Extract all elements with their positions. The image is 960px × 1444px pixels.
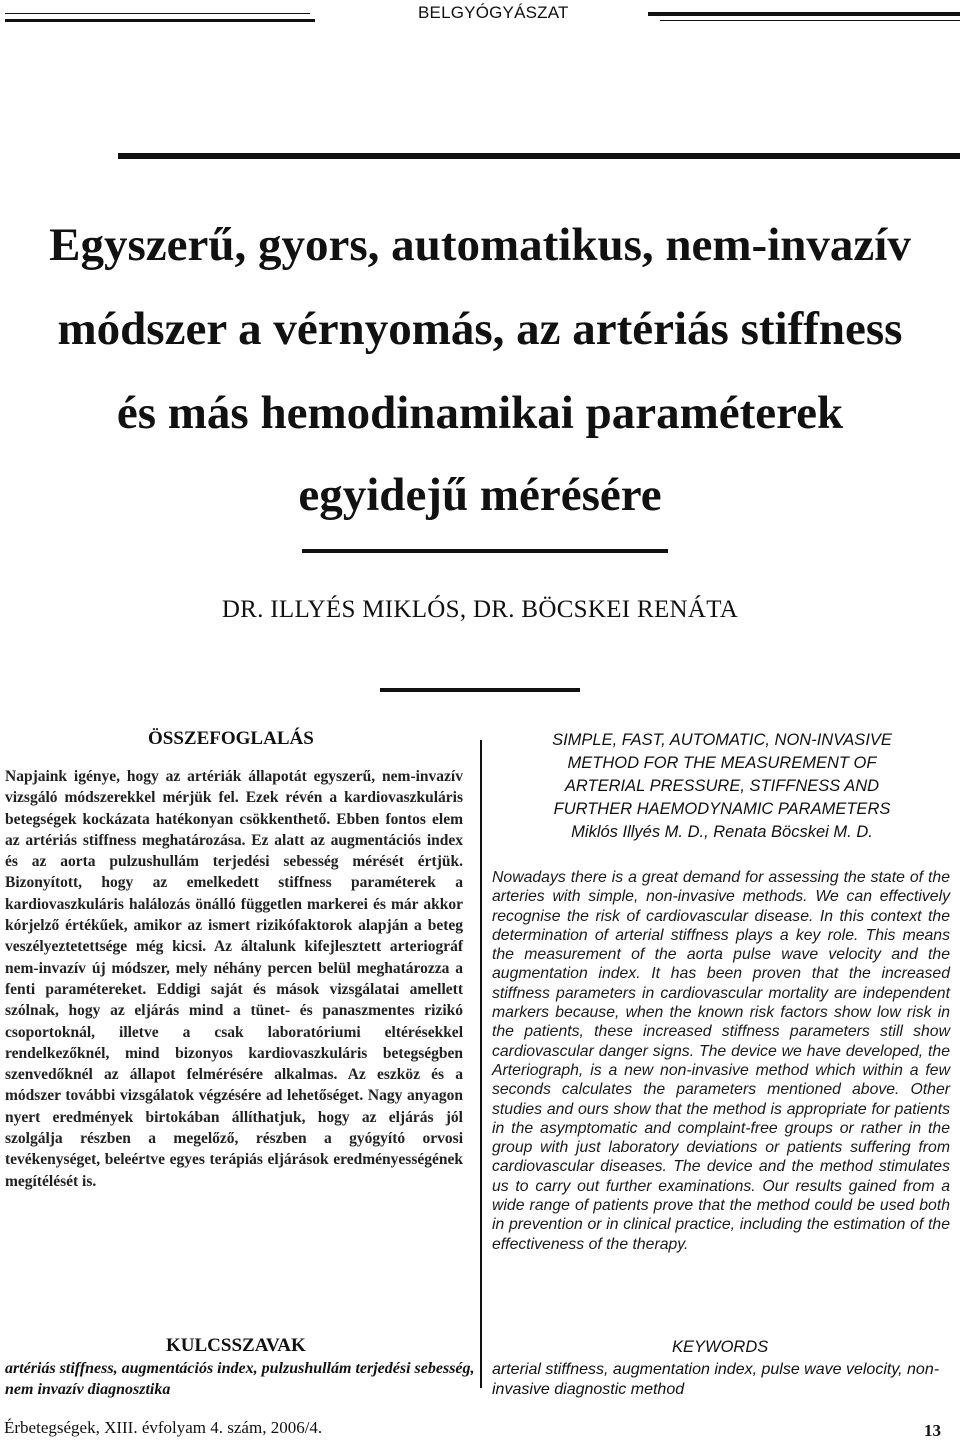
keywords-hu-heading: KULCSSZAVAK: [166, 1335, 306, 1356]
title-line-4: egyidejű mérésére: [298, 469, 662, 521]
page-number: 13: [924, 1421, 941, 1440]
abstract-en-title-line-1: SIMPLE, FAST, AUTOMATIC, NON-INVASIVE: [552, 731, 892, 749]
abstract-en-authors: Miklós Illyés M. D., Renata Böcskei M. D.: [571, 823, 873, 841]
abstract-en-body: Nowadays there is a great demand for assessing the state of the arteries with simple, non-invasive methods. We can effectively recognise the risk of cardiovascular disease. In this context the determination of arterial stiffness plays a key role. This means the measurement of the aorta pulse wave velocity and the augmentation index. It has been proven that the increased stiffness parameters in cardiovascular mortality are independent markers because, when the known risk factors show low risk in the patients, these increased stiffness parameters still show cardiovascular danger signs. The device we have developed, the Arteriograph, is a new non-invasive method which within a few seconds calculates the parameters mentioned above. Other studies and ours show that the method is appropriate for patients in the asymptomatic and complaint-free groups or rather in the group with just laboratory deviations or patients suffering from cardiovascular diseases. The device and the method stimulates us to carry out further examinations. Our results gained from a wide range of patients prove that the method could be used both in prevention or in clinical practice, including the estimation of the effectiveness of the therapy.: [492, 869, 950, 1253]
header-rule-left-thin: [5, 13, 310, 14]
keywords-en-heading: KEYWORDS: [672, 1338, 769, 1356]
abstract-en-title-line-4: FURTHER HAEMODYNAMIC PARAMETERS: [553, 800, 891, 818]
abstract-en-title: [492, 729, 952, 844]
footer-journal: Érbetegségek, XIII. évfolyam 4. szám, 2006/4.: [4, 1418, 323, 1437]
header-rule-right-thin: [660, 20, 960, 21]
header-rule-left-thick: [5, 19, 315, 22]
authors-bottom-rule: [380, 688, 580, 692]
section-label: BELGYÓGYÁSZAT: [418, 3, 569, 22]
abstract-en-title-line-3: ARTERIAL PRESSURE, STIFFNESS AND: [564, 777, 880, 795]
title-line-1: Egyszerű, gyors, automatikus, nem-invazív: [49, 219, 911, 271]
keywords-hu-text: artériás stiffness, augmentációs index, pulzushullám terjedési sebesség, nem invazív diagnosztika: [5, 1360, 475, 1398]
title-top-rule: [118, 153, 960, 159]
title-line-3: és más hemodinamikai paraméterek: [116, 387, 844, 439]
abstract-hu-heading: ÖSSZEFOGLALÁS: [148, 728, 314, 749]
abstract-hu-body: Napjaink igénye, hogy az artériák állapotát egyszerű, nem-invazív vizsgáló módszerekkel mérjük fel. Ezek révén a kardiovaszkuláris betegségek kockázata hatékonyan csökkenthető. Ebben fontos elem az artériás stiffness meghatározása. Ez alatt az augmentációs index és az aorta pulzushullám terjedési sebesség mérését értjük. Bizonyított, hogy az emelkedett stiffness paraméterek a kardiovaszkuláris halálozás önálló független markerei és már akkor kórjelző értékűek, amikor az ismert rizikófaktorok alapján a beteg veszélyeztetettsége még kicsi. Az általunk kifejlesztett arteriográf nem-invazív új módszer, mely néhány percen belül meghatározza a fenti paramétereket. Eddigi saját és mások vizsgálatai amellett szólnak, hogy az eljárás mind a tünet- és panaszmentes rizikó csoportoknál, illetve a csak laboratóriumi eltérésekkel rendelkezőknél, mind bizonyos kardiovaszkuláris betegségben szenvedőknél az állapot felmérésére alkalmas. Az eszköz és a módszer további vizsgálatok végzésére ad lehetőséget. Nagy anyagon nyert eredmények birtokában állíthatjuk, hogy az eljárás jól szolgálja részben a megelőző, részben a gyógyító orvosi tevékenységet, beleértve egyes terápiás eljárások eredményességének megítélését is.: [5, 768, 463, 1190]
title-bottom-rule: [302, 549, 668, 553]
authors: DR. ILLYÉS MIKLÓS, DR. BÖCSKEI RENÁTA: [221, 596, 739, 623]
header-rule-right-thick: [648, 12, 960, 16]
title-line-2: módszer a vérnyomás, az artériás stiffness: [57, 303, 903, 355]
keywords-en-text: arterial stiffness, augmentation index, pulse wave velocity, non-invasive diagnostic method: [492, 1361, 940, 1398]
abstract-en-title-line-2: METHOD FOR THE MEASUREMENT OF: [567, 754, 877, 772]
column-divider: [480, 740, 482, 1388]
